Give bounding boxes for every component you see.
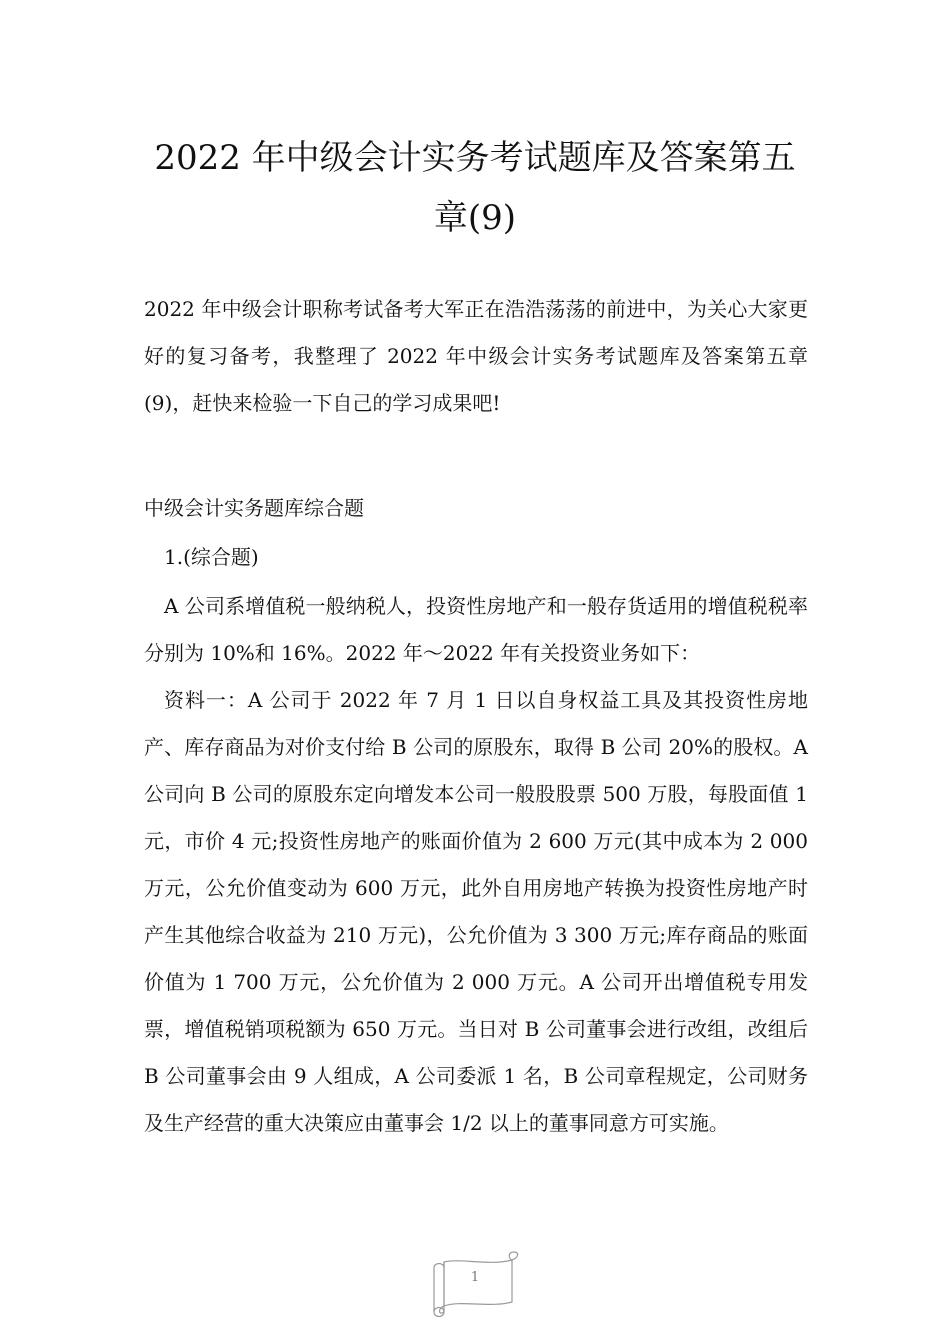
question-number: 1.(综合题) xyxy=(164,545,259,569)
document-title-line-1: 2022 年中级会计实务考试题库及答案第五 xyxy=(154,138,796,178)
page-number: 1 xyxy=(470,1270,480,1285)
section-heading: 中级会计实务题库综合题 xyxy=(144,496,364,520)
scroll-ornament-icon xyxy=(430,1250,520,1320)
page-footer xyxy=(430,1250,520,1320)
question-intro-paragraph: A 公司系增值税一般纳税人，投资性房地产和一般存货适用的增值税税率分别为 10%和 16%。2022 年～2022 年有关投资业务如下： xyxy=(144,594,808,665)
intro-paragraph: 2022 年中级会计职称考试备考大军正在浩浩荡荡的前进中，为关心大家更好的复习备考，我整理了 2022 年中级会计实务考试题库及答案第五章(9)，赶快来检验一下自己的学习成果吧! xyxy=(144,297,808,415)
document-title-line-2: 章(9) xyxy=(433,198,517,238)
question-body xyxy=(144,583,808,1147)
material-1-paragraph: 资料一：A 公司于 2022 年 7 月 1 日以自身权益工具及其投资性房地产、库存商品为对价支付给 B 公司的原股东，取得 B 公司 20%的股权。A 公司向 B 公司的原股东定向增发本公司一般股股票 500 万股，每股面值 1 元，市价 4 元;投资性房地产的账面价值为 2 600 万元(其中成本为 2 000 万元，公允价值变动为 600 万元，此外自用房地产转换为投资性房地产时产生其他综合收益为 210 万元)，公允价值为 3 300 万元;库存商品的账面价值为 1 700 万元，公允价值为 2 000 万元。A 公司开出增值税专用发票，增值税销项税额为 650 万元。当日对 B 公司董事会进行改组，改组后 B 公司董事会由 9 人组成，A 公司委派 1 名，B 公司章程规定，公司财务及生产经营的重大决策应由董事会 1/2 以上的董事同意方可实施。 xyxy=(144,688,808,1135)
